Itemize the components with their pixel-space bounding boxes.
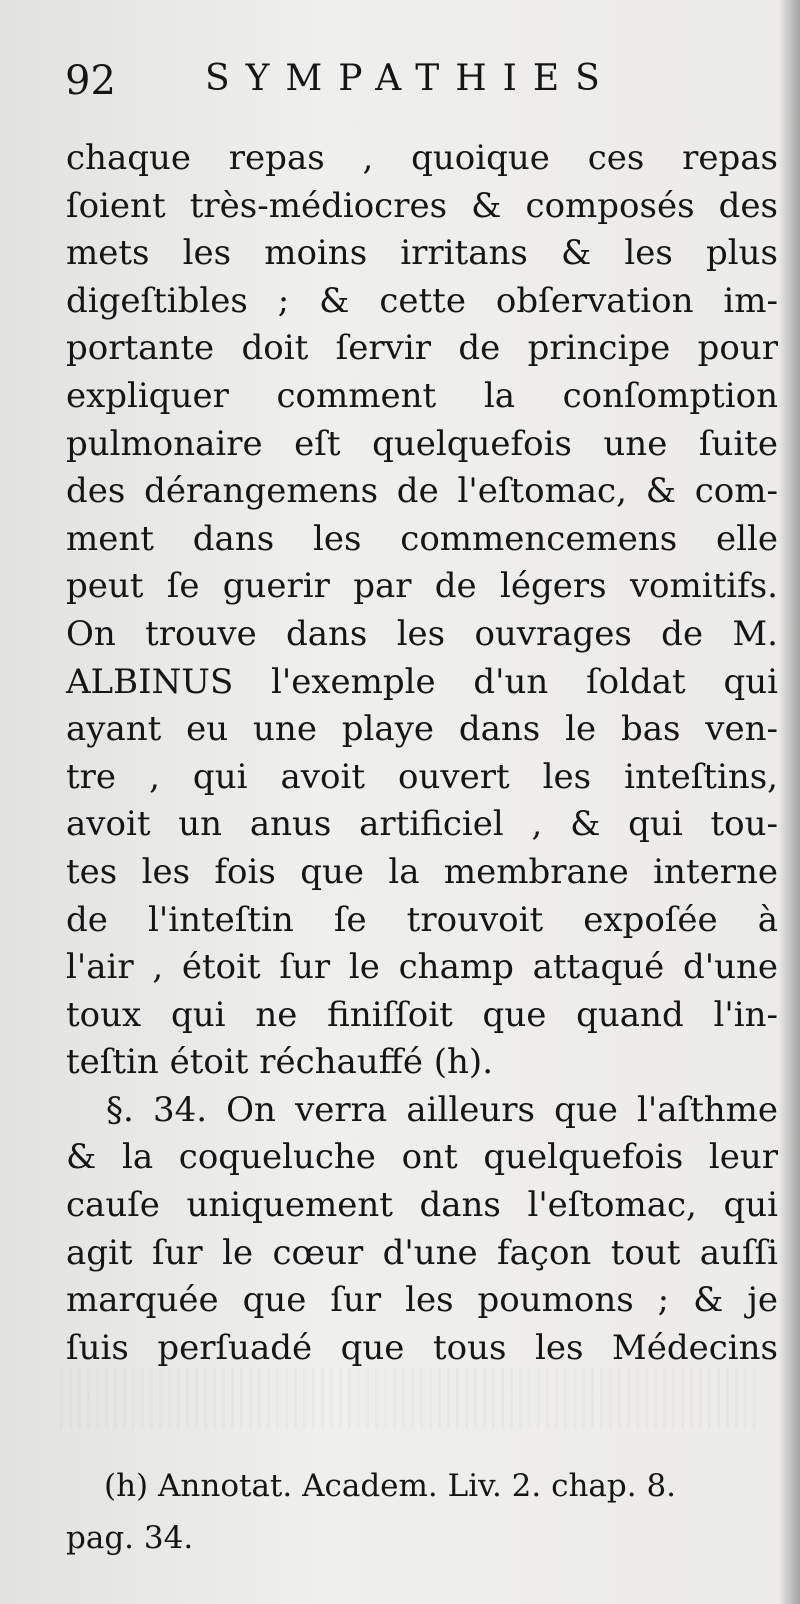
bleed-through-texture [60,1368,760,1428]
text-line: l'air , étoit ſur le champ attaqué d'une [66,947,778,988]
text-line: agit ſur le cœur d'une façon tout auſſi [66,1232,778,1273]
text-line: de l'inteſtin ſe trouvoit expoſée à [66,899,778,940]
text-line: des dérangemens de l'eſtomac, & com- [66,471,778,512]
text-line: ſoient très-médiocres & composés des [66,185,778,226]
text-line: marquée que ſur les poumons ; & je [66,1280,778,1321]
text-line: teſtin étoit réchauffé (h). [66,1042,494,1083]
body-text [66,135,778,1372]
text-line: expliquer comment la conſomption [66,375,778,416]
footnote-line: (h) Annotat. Academ. Liv. 2. chap. 8. [104,1468,677,1504]
text-line: avoit un anus artificiel , & qui tou- [66,804,778,845]
text-line: ſuis perſuadé que tous les Médecins [66,1327,778,1368]
text-line: ALBINUS l'exemple d'un ſoldat qui [66,661,778,702]
page-header [65,58,785,118]
text-line: ayant eu une playe dans le bas ven- [66,709,778,750]
text-line: §. 34. On verra ailleurs que l'aſthme [106,1089,778,1130]
running-title: SYMPATHIES [205,58,616,99]
text-line: chaque repas , quoique ces repas [66,138,778,178]
text-line: mets les moins irritans & les plus [66,233,778,274]
text-line: tre , qui avoit ouvert les inteſtins, [66,756,778,797]
text-line: tes les fois que la membrane interne [66,851,778,892]
text-line: & la coqueluche ont quelquefois leur [66,1137,778,1178]
text-line: portante doit ſervir de principe pour [66,328,778,369]
text-line: peut ſe guerir par de légers vomitifs. [66,566,778,607]
text-line: digeſtibles ; & cette obſervation im- [66,280,778,321]
text-line: toux qui ne finiſſoit que quand l'in- [66,994,778,1035]
footnote [66,1460,778,1564]
text-line: cauſe uniquement dans l'eſtomac, qui [66,1185,778,1226]
page-number: 92 [65,58,116,104]
text-line: ment dans les commencemens elle [66,518,778,559]
text-line: On trouve dans les ouvrages de M. [66,613,778,654]
footnote-line: pag. 34. [66,1520,194,1556]
text-line: pulmonaire eſt quelquefois une ſuite [66,423,778,464]
